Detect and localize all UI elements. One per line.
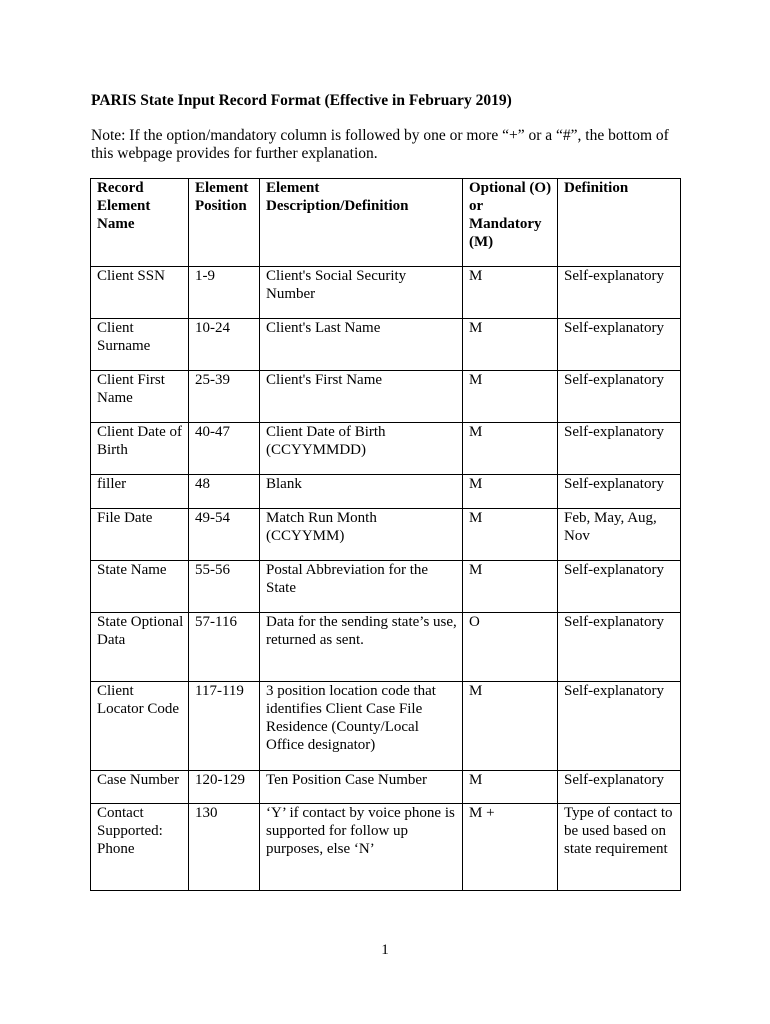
- cell-definition: Self-explanatory: [558, 613, 681, 682]
- cell-definition: Self-explanatory: [558, 319, 681, 371]
- cell-optional-mandatory: O: [463, 613, 558, 682]
- cell-description: Data for the sending state’s use, returned as sent.: [260, 613, 463, 682]
- cell-definition: Self-explanatory: [558, 371, 681, 423]
- cell-element-name: Client Surname: [91, 319, 189, 371]
- cell-description: Client Date of Birth (CCYYMMDD): [260, 423, 463, 475]
- cell-description: Blank: [260, 475, 463, 509]
- cell-description: Ten Position Case Number: [260, 771, 463, 804]
- table-row: [91, 771, 681, 804]
- cell-optional-mandatory: M: [463, 475, 558, 509]
- cell-optional-mandatory: M: [463, 423, 558, 475]
- cell-definition: Type of contact to be used based on state requirement: [558, 804, 681, 891]
- cell-element-name: State Optional Data: [91, 613, 189, 682]
- cell-definition: Self-explanatory: [558, 561, 681, 613]
- cell-element-name: filler: [91, 475, 189, 509]
- cell-position: 48: [189, 475, 260, 509]
- cell-position: 57-116: [189, 613, 260, 682]
- table-row: [91, 509, 681, 561]
- cell-element-name: Client Date of Birth: [91, 423, 189, 475]
- cell-position: 120-129: [189, 771, 260, 804]
- table-row: [91, 613, 681, 682]
- table-row: [91, 804, 681, 891]
- cell-definition: Self-explanatory: [558, 475, 681, 509]
- cell-description: ‘Y’ if contact by voice phone is supported for follow up purposes, else ‘N’: [260, 804, 463, 891]
- cell-position: 130: [189, 804, 260, 891]
- table-row: [91, 475, 681, 509]
- cell-position: 49-54: [189, 509, 260, 561]
- cell-element-name: Case Number: [91, 771, 189, 804]
- cell-optional-mandatory: M: [463, 267, 558, 319]
- table-row: [91, 267, 681, 319]
- cell-element-name: Client First Name: [91, 371, 189, 423]
- cell-description: Match Run Month (CCYYMM): [260, 509, 463, 561]
- cell-definition: Self-explanatory: [558, 682, 681, 771]
- record-format-table: [90, 178, 681, 891]
- cell-definition: Feb, May, Aug, Nov: [558, 509, 681, 561]
- cell-element-name: File Date: [91, 509, 189, 561]
- table-row: [91, 423, 681, 475]
- table-row: [91, 371, 681, 423]
- explanatory-note: Note: If the option/mandatory column is followed by one or more “+” or a “#”, the bottom of this webpage provides for further explanation.: [91, 127, 669, 162]
- cell-description: Postal Abbreviation for the State: [260, 561, 463, 613]
- cell-position: 40-47: [189, 423, 260, 475]
- header-element-position: Element Position: [189, 179, 260, 267]
- cell-description: Client's Social Security Number: [260, 267, 463, 319]
- cell-element-name: Contact Supported: Phone: [91, 804, 189, 891]
- header-optional-mandatory: Optional (O) or Mandatory (M): [463, 179, 558, 267]
- cell-description: 3 position location code that identifies Client Case File Residence (County/Local Office designator): [260, 682, 463, 771]
- cell-optional-mandatory: M: [463, 771, 558, 804]
- cell-position: 10-24: [189, 319, 260, 371]
- cell-optional-mandatory: M: [463, 509, 558, 561]
- cell-optional-mandatory: M: [463, 682, 558, 771]
- table-header-row: [91, 179, 681, 267]
- table-row: [91, 682, 681, 771]
- header-element-description: Element Description/Definition: [260, 179, 463, 267]
- header-definition: Definition: [558, 179, 681, 267]
- table-row: [91, 319, 681, 371]
- cell-definition: Self-explanatory: [558, 423, 681, 475]
- cell-element-name: Client SSN: [91, 267, 189, 319]
- cell-position: 117-119: [189, 682, 260, 771]
- cell-definition: Self-explanatory: [558, 771, 681, 804]
- cell-position: 55-56: [189, 561, 260, 613]
- cell-definition: Self-explanatory: [558, 267, 681, 319]
- cell-optional-mandatory: M: [463, 561, 558, 613]
- cell-optional-mandatory: M: [463, 319, 558, 371]
- cell-element-name: State Name: [91, 561, 189, 613]
- cell-description: Client's Last Name: [260, 319, 463, 371]
- document-title: PARIS State Input Record Format (Effective in February 2019): [91, 92, 512, 109]
- cell-description: Client's First Name: [260, 371, 463, 423]
- cell-element-name: Client Locator Code: [91, 682, 189, 771]
- page-number: 1: [381, 942, 389, 958]
- cell-optional-mandatory: M: [463, 371, 558, 423]
- cell-optional-mandatory: M +: [463, 804, 558, 891]
- cell-position: 1-9: [189, 267, 260, 319]
- table-row: [91, 561, 681, 613]
- cell-position: 25-39: [189, 371, 260, 423]
- header-record-element-name: Record Element Name: [91, 179, 189, 267]
